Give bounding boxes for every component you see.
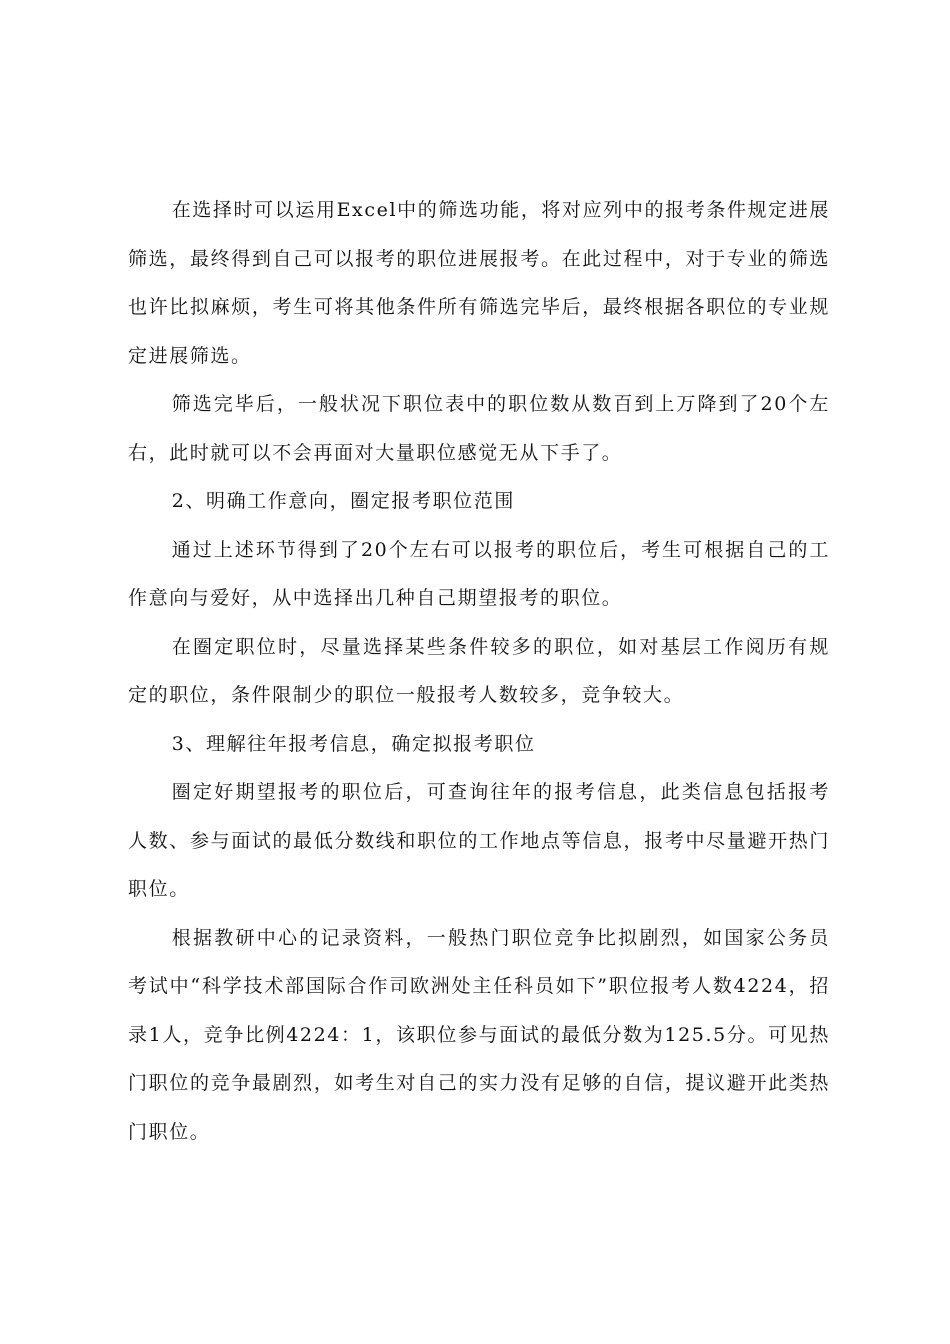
paragraph-past-info: 圈定好期望报考的职位后，可查询往年的报考信息，此类信息包括报考人数、参与面试的最低分数线和职位的工作地点等信息，报考中尽量避开热门职位。 <box>128 781 830 900</box>
document-body <box>128 186 830 1156</box>
paragraph-excel-filter: 在选择时可以运用Excel中的筛选功能，将对应列中的报考条件规定进展筛选，最终得到自己可以报考的职位进展报考。在此过程中，对于专业的筛选也许比拟麻烦，考生可将其他条件所有筛选完毕后，最终根据各职位的专业规定进展筛选。 <box>128 199 830 367</box>
paragraph-hot-positions: 根据教研中心的记录资料，一般热门职位竞争比拟剧烈，如国家公务员考试中“科学技术部国际合作司欧洲处主任科员如下”职位报考人数4224，招录1人，竞争比例4224：1，该职位参与面试的最低分数为125.5分。可见热门职位的竞争最剧烈，如考生对自己的实力没有足够的自信，提议避开此类热门职位。 <box>128 926 830 1143</box>
section-heading-3: 3、理解往年报考信息，确定拟报考职位 <box>171 732 536 755</box>
paragraph-filter-result: 筛选完毕后，一般状况下职位表中的职位数从数百到上万降到了20个左右，此时就可以不会再面对大量职位感觉无从下手了。 <box>128 393 830 464</box>
paragraph-narrow-positions: 在圈定职位时，尽量选择某些条件较多的职位，如对基层工作阅历有规定的职位，条件限制少的职位一般报考人数较多，竞争较大。 <box>128 635 830 706</box>
paragraph-choose-positions: 通过上述环节得到了20个左右可以报考的职位后，考生可根据自己的工作意向与爱好，从中选择出几种自己期望报考的职位。 <box>128 538 830 609</box>
section-heading-2: 2、明确工作意向，圈定报考职位范围 <box>171 490 515 512</box>
